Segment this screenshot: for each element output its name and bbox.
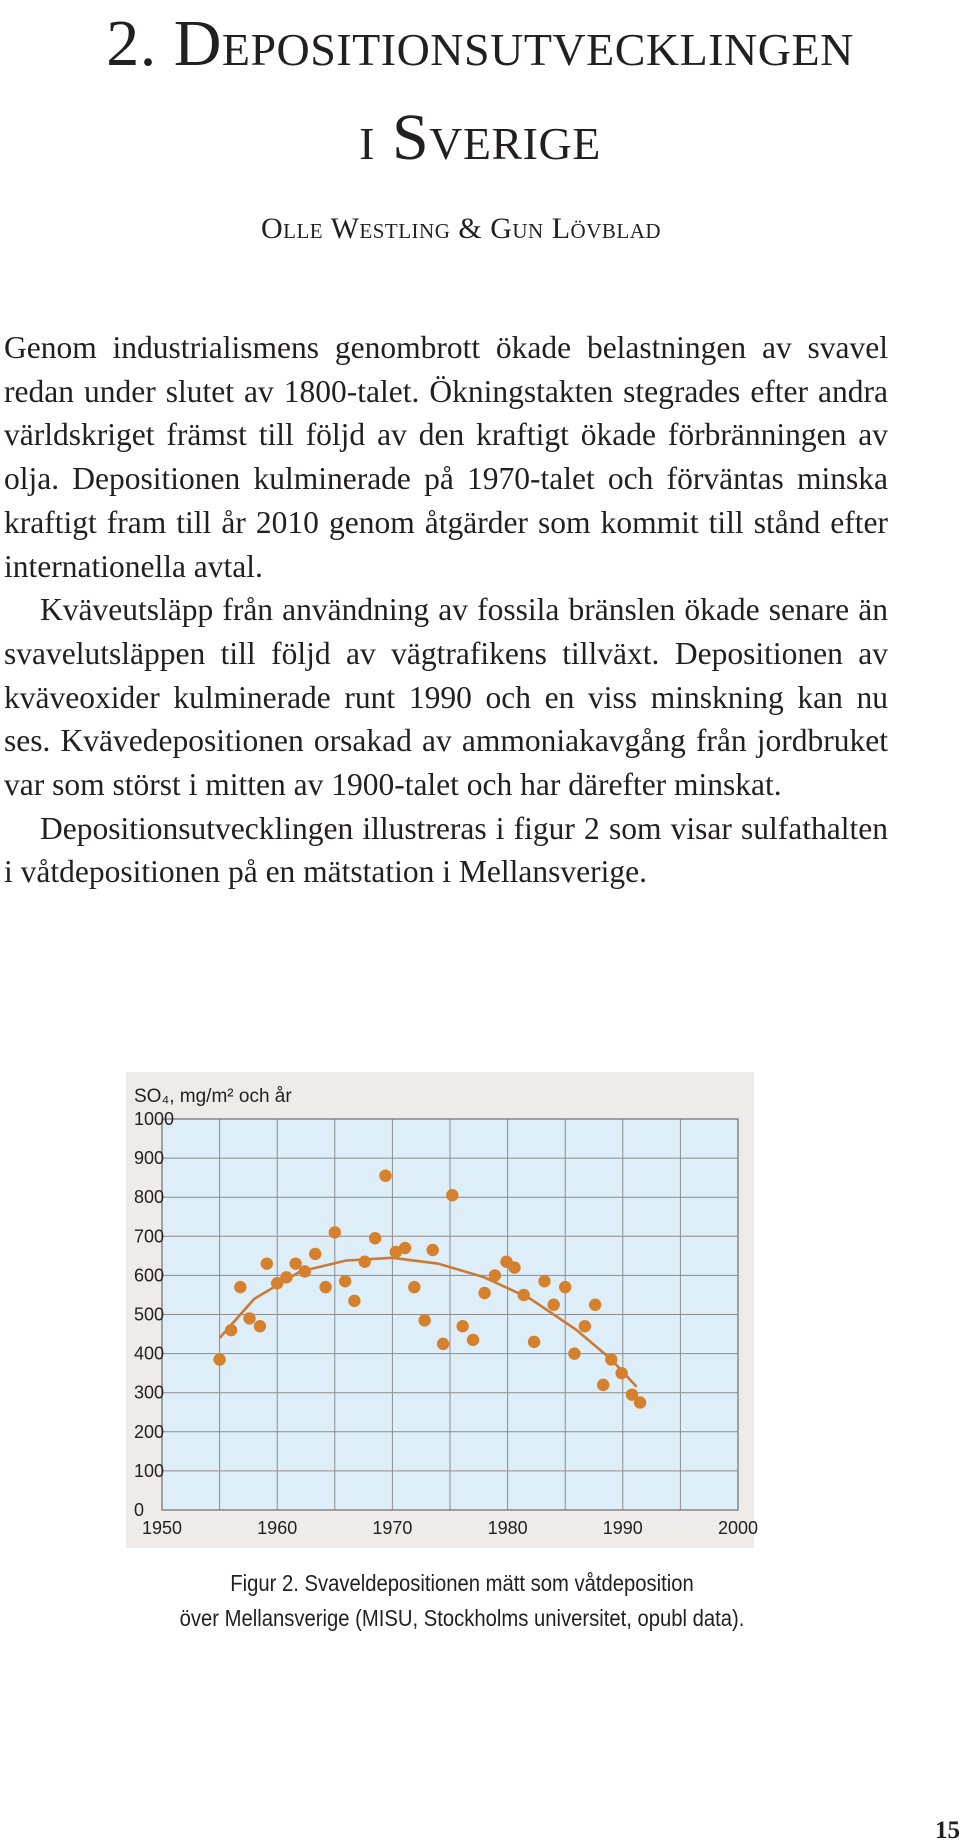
data-point <box>329 1226 341 1238</box>
data-point <box>280 1271 292 1283</box>
data-point <box>339 1275 351 1287</box>
page-number: 15 <box>935 1817 960 1844</box>
data-point <box>234 1281 246 1293</box>
y-tick-label: 0 <box>134 1500 145 1520</box>
data-point <box>518 1289 530 1301</box>
data-point <box>615 1367 627 1379</box>
data-point <box>568 1347 580 1359</box>
y-tick-label: 900 <box>134 1148 165 1169</box>
data-point <box>589 1299 601 1311</box>
data-point <box>597 1379 609 1391</box>
data-point <box>309 1248 321 1260</box>
y-tick-label: 700 <box>134 1226 165 1247</box>
data-point <box>427 1244 439 1256</box>
chapter-title-line1: 2. Depositionsutvecklingen <box>106 7 854 80</box>
y-axis-label: SO₄, mg/m² och år <box>134 1086 292 1107</box>
authors: Olle Westling & Gun Lövblad <box>260 212 662 245</box>
data-point <box>418 1314 430 1326</box>
data-point <box>319 1281 331 1293</box>
data-point <box>489 1269 501 1281</box>
data-point <box>538 1275 550 1287</box>
x-tick-label: 1960 <box>257 1518 298 1538</box>
caption-line2: över Mellansverige (MISU, Stockholms universitet, opubl data). <box>179 1605 745 1631</box>
data-point <box>225 1324 237 1336</box>
body-text <box>4 326 888 894</box>
data-point <box>579 1320 591 1332</box>
y-tick-label: 500 <box>134 1304 165 1325</box>
data-point <box>456 1320 468 1332</box>
y-tick-label: 1000 <box>134 1109 175 1129</box>
data-point <box>559 1281 571 1293</box>
data-point <box>254 1320 266 1332</box>
figure-caption <box>108 1566 816 1636</box>
data-point <box>508 1261 520 1273</box>
data-point <box>348 1295 360 1307</box>
y-tick-label: 300 <box>134 1382 165 1403</box>
data-point <box>437 1338 449 1350</box>
data-point <box>605 1353 617 1365</box>
data-point <box>399 1242 411 1254</box>
caption-line1: Figur 2. Svaveldepositionen mätt som våtdeposition <box>230 1570 694 1596</box>
paragraph-1: Genom industrialismens genombrott ökade belastningen av svavel redan under slutet av 1800-talet. Ökningstakten stegrades efter andra världskriget främst till följd av den kraftigt ökade förbränningen av olja. Depositionen kulminerade på 1970-talet och förväntas minska kraftigt fram till år 2010 genom åtgärder som kommit till stånd efter internationella avtal. <box>4 330 888 584</box>
paragraph-3: Depositionsutvecklingen illustreras i figur 2 som visar sulfathalten i våtdepositionen på en mätstation i Mellansverige. <box>4 810 888 890</box>
data-point <box>369 1232 381 1244</box>
x-tick-label: 1970 <box>372 1518 413 1538</box>
x-tick-label: 2000 <box>717 1518 759 1538</box>
figure-chart <box>126 1072 759 1548</box>
data-point <box>446 1189 458 1201</box>
data-point <box>213 1353 225 1365</box>
data-point <box>359 1256 371 1268</box>
scatter-chart <box>126 1072 759 1548</box>
data-point <box>467 1334 479 1346</box>
chapter-title-line2: i Sverige <box>359 101 601 174</box>
data-point <box>528 1336 540 1348</box>
data-point <box>478 1287 490 1299</box>
data-point <box>547 1299 559 1311</box>
data-point <box>261 1257 273 1269</box>
y-tick-label: 600 <box>134 1265 165 1286</box>
y-tick-label: 400 <box>134 1343 165 1364</box>
data-point <box>379 1169 391 1181</box>
y-tick-label: 200 <box>134 1421 165 1442</box>
data-point <box>634 1396 646 1408</box>
data-point <box>408 1281 420 1293</box>
y-tick-label: 800 <box>134 1187 165 1208</box>
x-tick-label: 1950 <box>141 1518 183 1538</box>
x-tick-label: 1980 <box>487 1518 528 1538</box>
data-point <box>243 1312 255 1324</box>
chapter-title <box>0 0 960 182</box>
y-tick-label: 100 <box>134 1460 165 1481</box>
paragraph-2: Kväveutsläpp från användning av fossila bränslen ökade senare än svavelutsläppen till följd av vägtrafikens tillväxt. Depositionen av kväveoxider kulminerade runt 1990 och en viss minskning kan nu ses. Kvävedepositionen orsakad av ammoniakavgång från jordbruket var som störst i mitten av 1900-talet och har därefter minskat. <box>4 592 888 803</box>
data-point <box>299 1265 311 1277</box>
x-tick-label: 1990 <box>602 1518 643 1538</box>
